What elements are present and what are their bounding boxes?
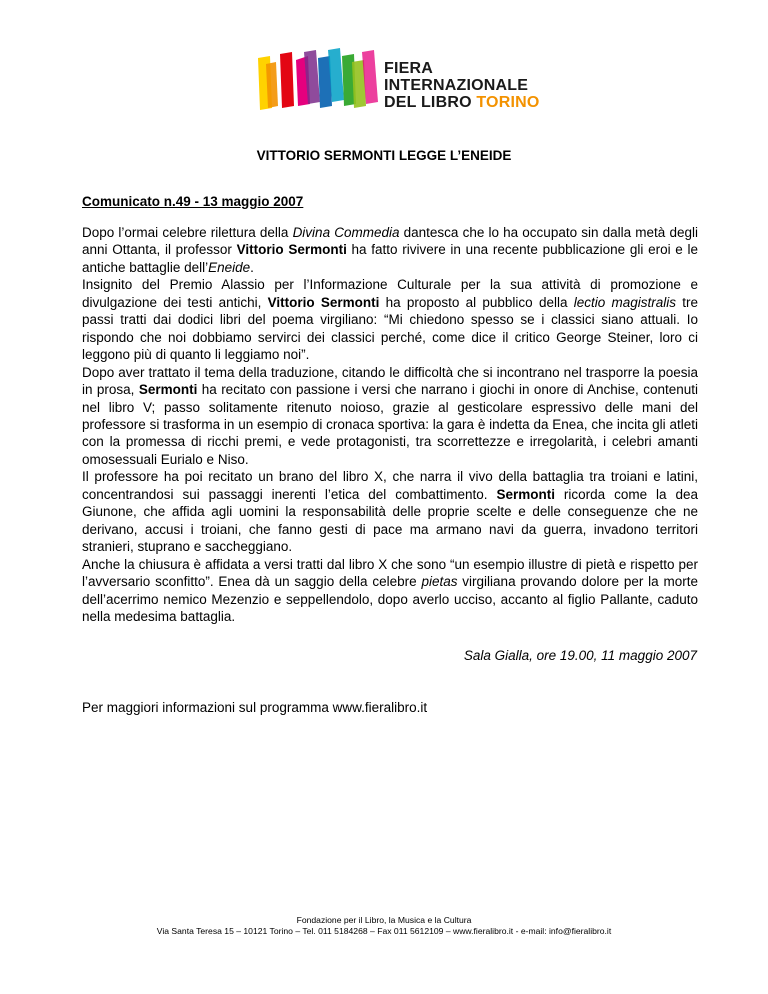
logo-stripes-icon — [252, 44, 382, 114]
paragraph-2: Insignito del Premio Alassio per l’Informazione Culturale per la sua attività di promozione e divulgazione dei testi antichi, Vittorio Sermonti ha proposto al pubblico della lectio magistralis tre passi tratti dai dodici libri del poema virgiliano: “Mi chiedono spesso se i classici siano attuali. Io rispondo che noi dobbiamo servirci dei classici perché, come dice il critico George Steiner, loro ci leggono più di quanto li leggiamo noi”. — [82, 277, 699, 363]
event-location-time: Sala Gialla, ore 19.00, 11 maggio 2007 — [463, 648, 697, 663]
logo-line-3-black: DEL LIBRO — [384, 94, 477, 111]
logo-wordmark — [384, 60, 540, 111]
more-info-line: Per maggiori informazioni sul programma www.fieralibro.it — [82, 700, 428, 715]
logo-line-3-orange: TORINO — [476, 94, 540, 111]
footer — [0, 915, 768, 937]
press-release-number: Comunicato n.49 - 13 maggio 2007 — [82, 194, 304, 209]
logo-line-3 — [384, 94, 540, 111]
footer-contacts: Via Santa Teresa 15 – 10121 Torino – Tel. 011 5184268 – Fax 011 5612109 – www.fieralibro.it - e-mail: info@fieralibro.it — [156, 926, 612, 936]
paragraph-3: Dopo aver trattato il tema della traduzione, citando le difficoltà che si incontrano nel trasporre la poesia in prosa, Sermonti ha recitato con passione i versi che narrano i giochi in onore di Anchise, contenuti nel libro V; passo solitamente ritenuto noioso, grazie al gesticolare espressivo delle mani del professore si trasforma in un esempio di cronaca sportiva: la gara è indetta da Enea, che incita gli atleti con la promessa di ricchi premi, e vede protagonisti, tra scorrettezze e irregolarità, i celebri amanti omosessuali Eurialo e Niso. — [82, 364, 698, 467]
footer-organization: Fondazione per il Libro, la Musica e la Cultura — [296, 915, 472, 925]
paragraph-5: Anche la chiusura è affidata a versi tratti dal libro X che sono “un esempio illustre di pietà e rispetto per l’avversario sconfitto”. Enea dà un saggio della celebre pietas virgiliana provando dolore per la morte dell’acerrimo nemico Mezenzio e seppellendolo, dopo averlo ucciso, accanto al figlio Pallante, caduto nella medesima battaglia. — [82, 556, 698, 624]
logo-line-1: FIERA — [384, 60, 433, 77]
document-title: VITTORIO SERMONTI LEGGE L’ENEIDE — [256, 148, 512, 163]
paragraph-4: Il professore ha poi recitato un brano del libro X, che narra il vivo della battaglia tra troiani e latini, concentrandosi sui passaggi inerenti l’etica del combattimento. Sermonti ricorda come la dea Giunone, che affida agli uomini la responsabilità delle proprie scelte e delle conseguenze che ne derivano, accusi i troiani, che fanno gesti di pace ma armano navi da guerra, invadono territori stranieri, stuprano e saccheggiano. — [82, 469, 699, 555]
body-text — [82, 224, 698, 625]
paragraph-1: Dopo l’ormai celebre rilettura della Divina Commedia dantesca che lo ha occupato sin dalla metà degli anni Ottanta, il professor Vittorio Sermonti ha fatto rivivere in una recente pubblicazione gli eroi e le antiche battaglie dell’Eneide. — [82, 225, 698, 275]
logo-line-2: INTERNAZIONALE — [384, 77, 529, 94]
